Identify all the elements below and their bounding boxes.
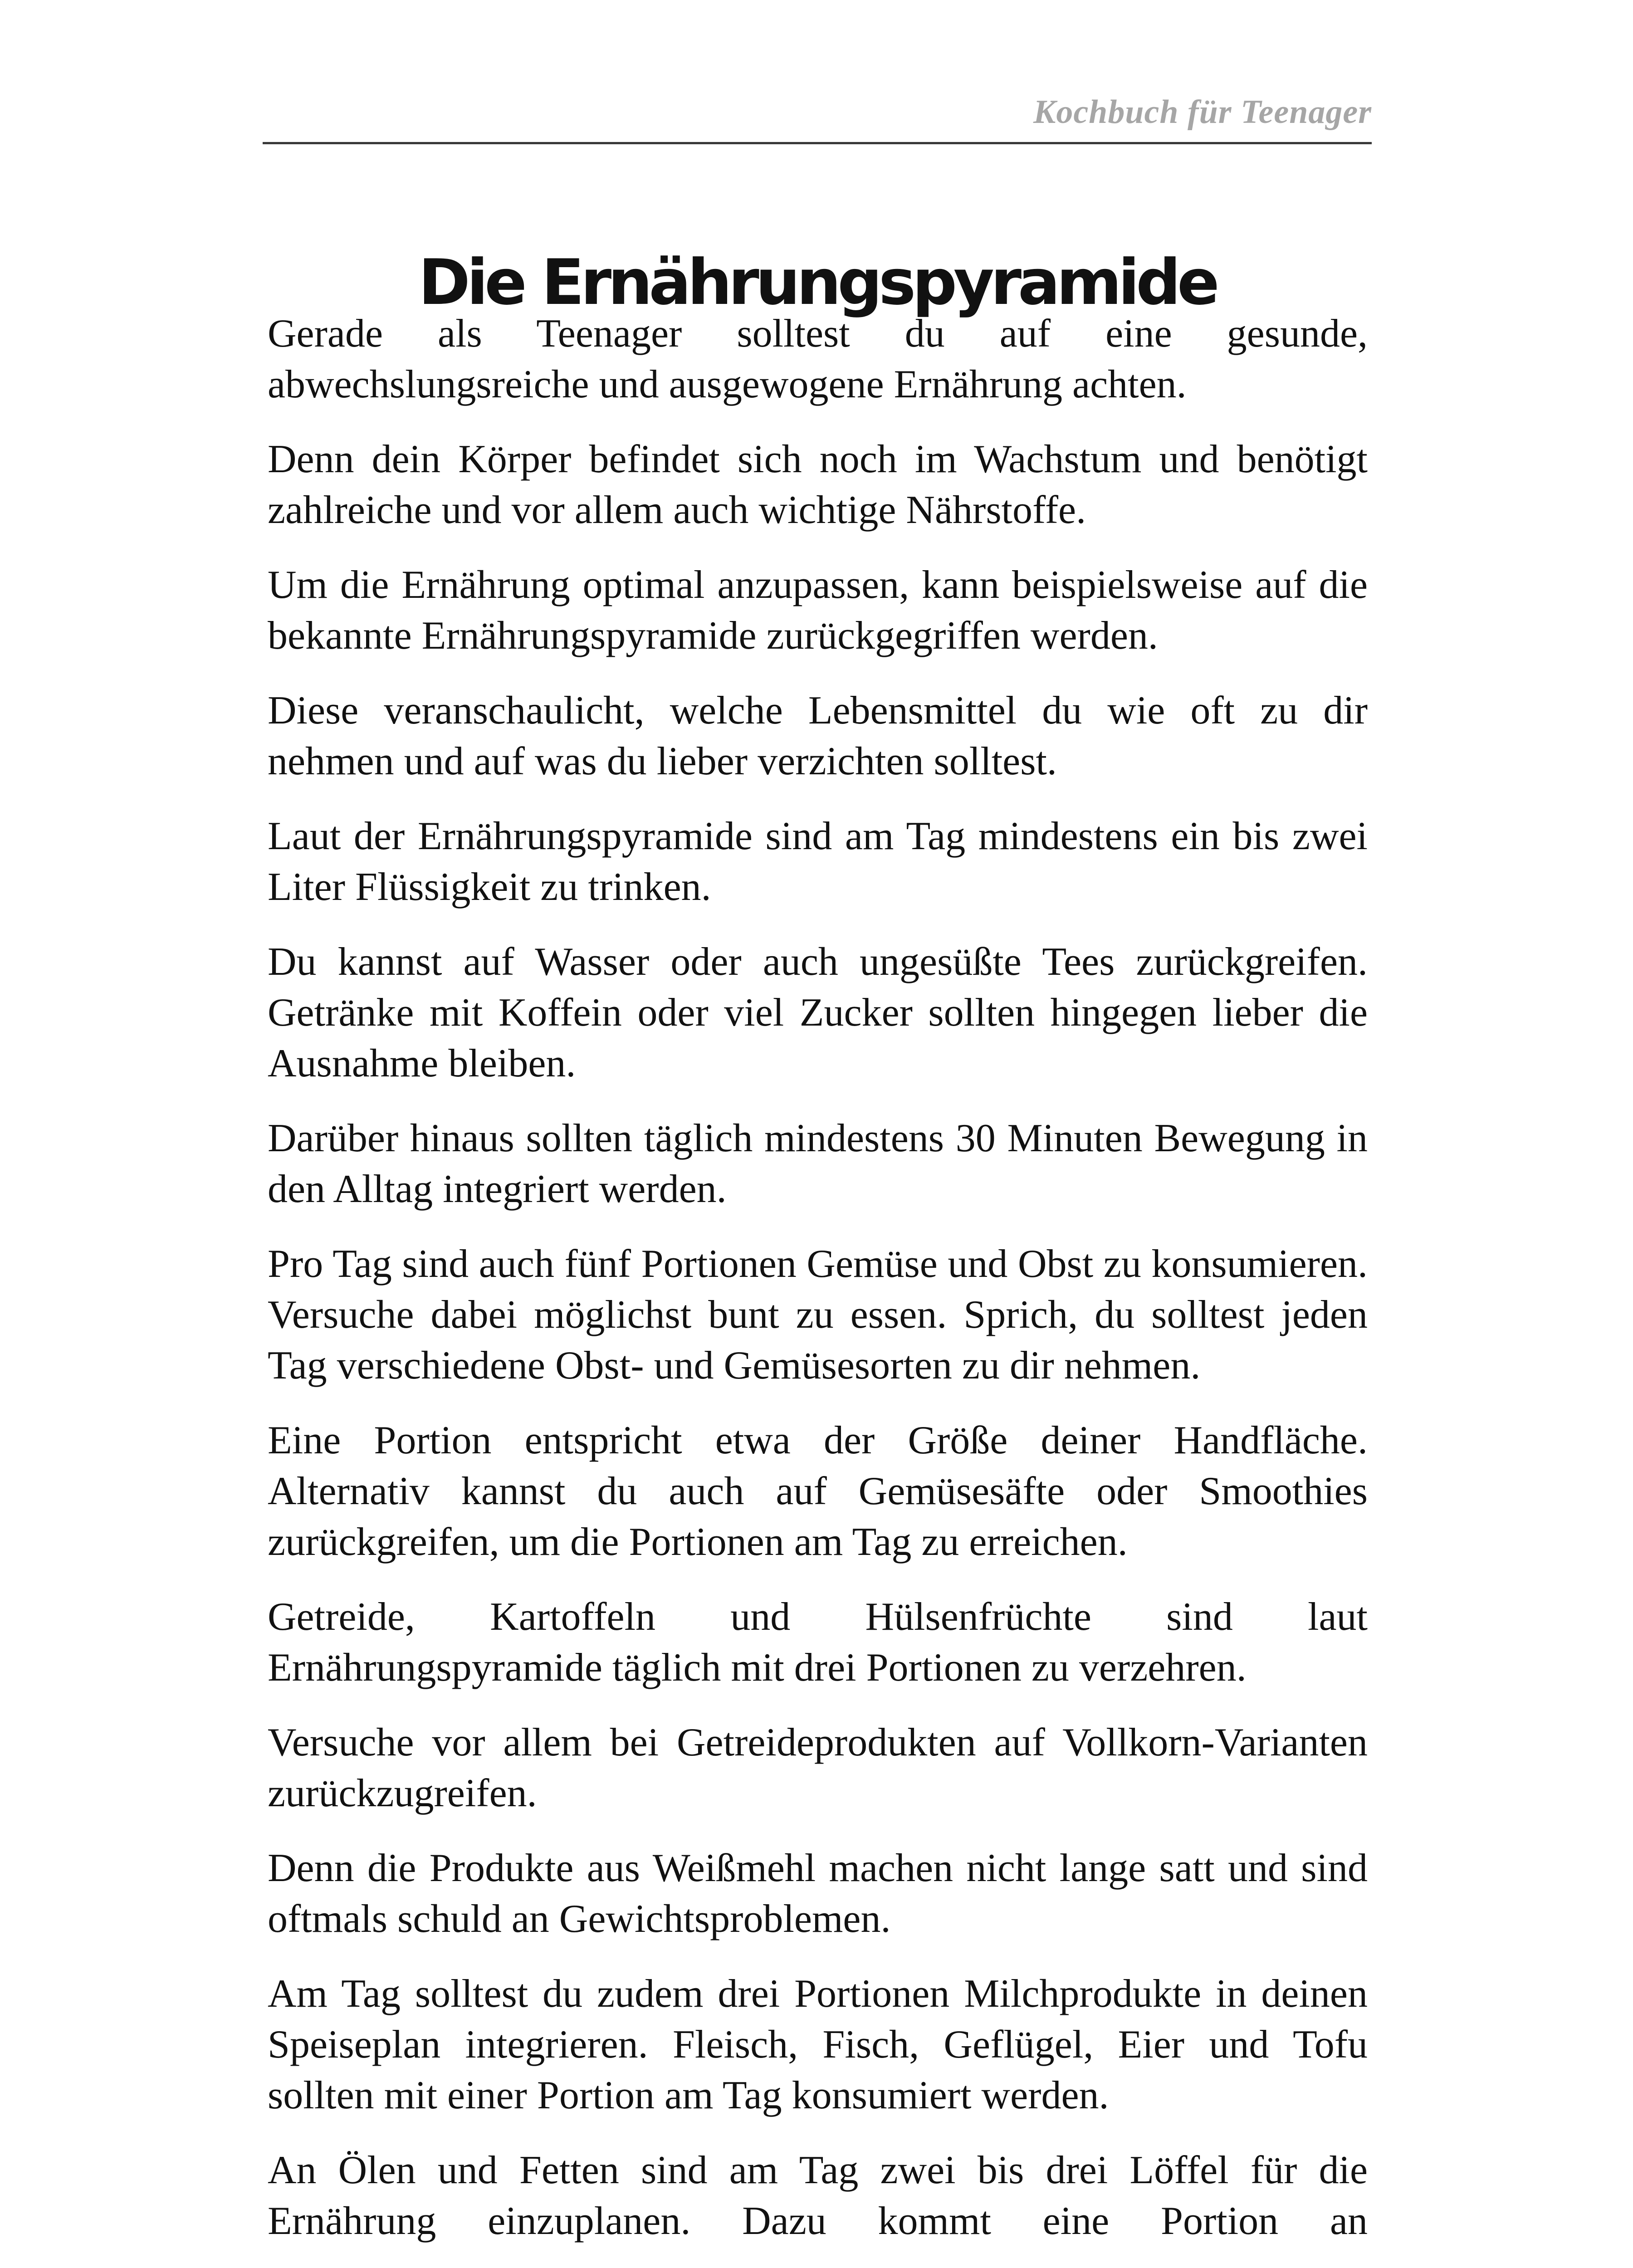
running-header: Kochbuch für Teenager [1033,93,1372,131]
page-title: Die Ernährungspyramide [418,246,1216,319]
paragraph: Eine Portion entspricht etwa der Größe deiner Handfläche. Alternativ kannst du auch auf Gemüsesäfte oder Smoothies zurückgreifen, um die Portionen am Tag zu erreichen. [268,1418,1368,1564]
body-text [268,308,1368,2247]
paragraph: Denn die Produkte aus Weißmehl machen nicht lange satt und sind oftmals schuld an Gewichtsproblemen. [268,1846,1368,1941]
header-divider [263,142,1372,144]
paragraph: Am Tag solltest du zudem drei Portionen Milchprodukte in deinen Speiseplan integrieren. Fleisch, Fisch, Geflügel, Eier und Tofu sollten mit einer Portion am Tag konsumiert werden. [268,1972,1368,2117]
paragraph: Pro Tag sind auch fünf Portionen Gemüse und Obst zu konsumieren. Versuche dabei möglichst bunt zu essen. Sprich, du solltest jeden Tag verschiedene Obst- und Gemüsesorten zu dir nehmen. [268,1242,1368,1388]
paragraph: Getreide, Kartoffeln und Hülsenfrüchte sind laut Ernährungspyramide täglich mit drei Portionen zu verzehren. [268,1595,1368,1690]
paragraph: An Ölen und Fetten sind am Tag zwei bis drei Löffel für die Ernährung einzuplanen. Dazu kommt eine Portion an [268,2148,1368,2243]
paragraph: Du kannst auf Wasser oder auch ungesüßte Tees zurückgreifen. Getränke mit Koffein oder viel Zucker sollten hingegen lieber die Ausnahme bleiben. [268,940,1368,1085]
paragraph: Versuche vor allem bei Getreideprodukten auf Vollkorn-Varianten zurückzugreifen. [268,1721,1368,1815]
paragraph: Denn dein Körper befindet sich noch im Wachstum und benötigt zahlreiche und vor allem auch wichtige Nährstoffe. [268,437,1368,532]
paragraph: Darüber hinaus sollten täglich mindestens 30 Minuten Bewegung in den Alltag integriert werden. [268,1116,1368,1211]
paragraph: Laut der Ernährungspyramide sind am Tag mindestens ein bis zwei Liter Flüssigkeit zu trinken. [268,814,1368,909]
paragraph: Gerade als Teenager solltest du auf eine gesunde, abwechslungsreiche und ausgewogene Ernährung achten. [268,312,1368,406]
paragraph: Diese veranschaulicht, welche Lebensmittel du wie oft zu dir nehmen und auf was du lieber verzichten solltest. [268,689,1368,783]
paragraph: Um die Ernährung optimal anzupassen, kann beispielsweise auf die bekannte Ernährungspyramide zurückgegriffen werden. [268,563,1368,658]
